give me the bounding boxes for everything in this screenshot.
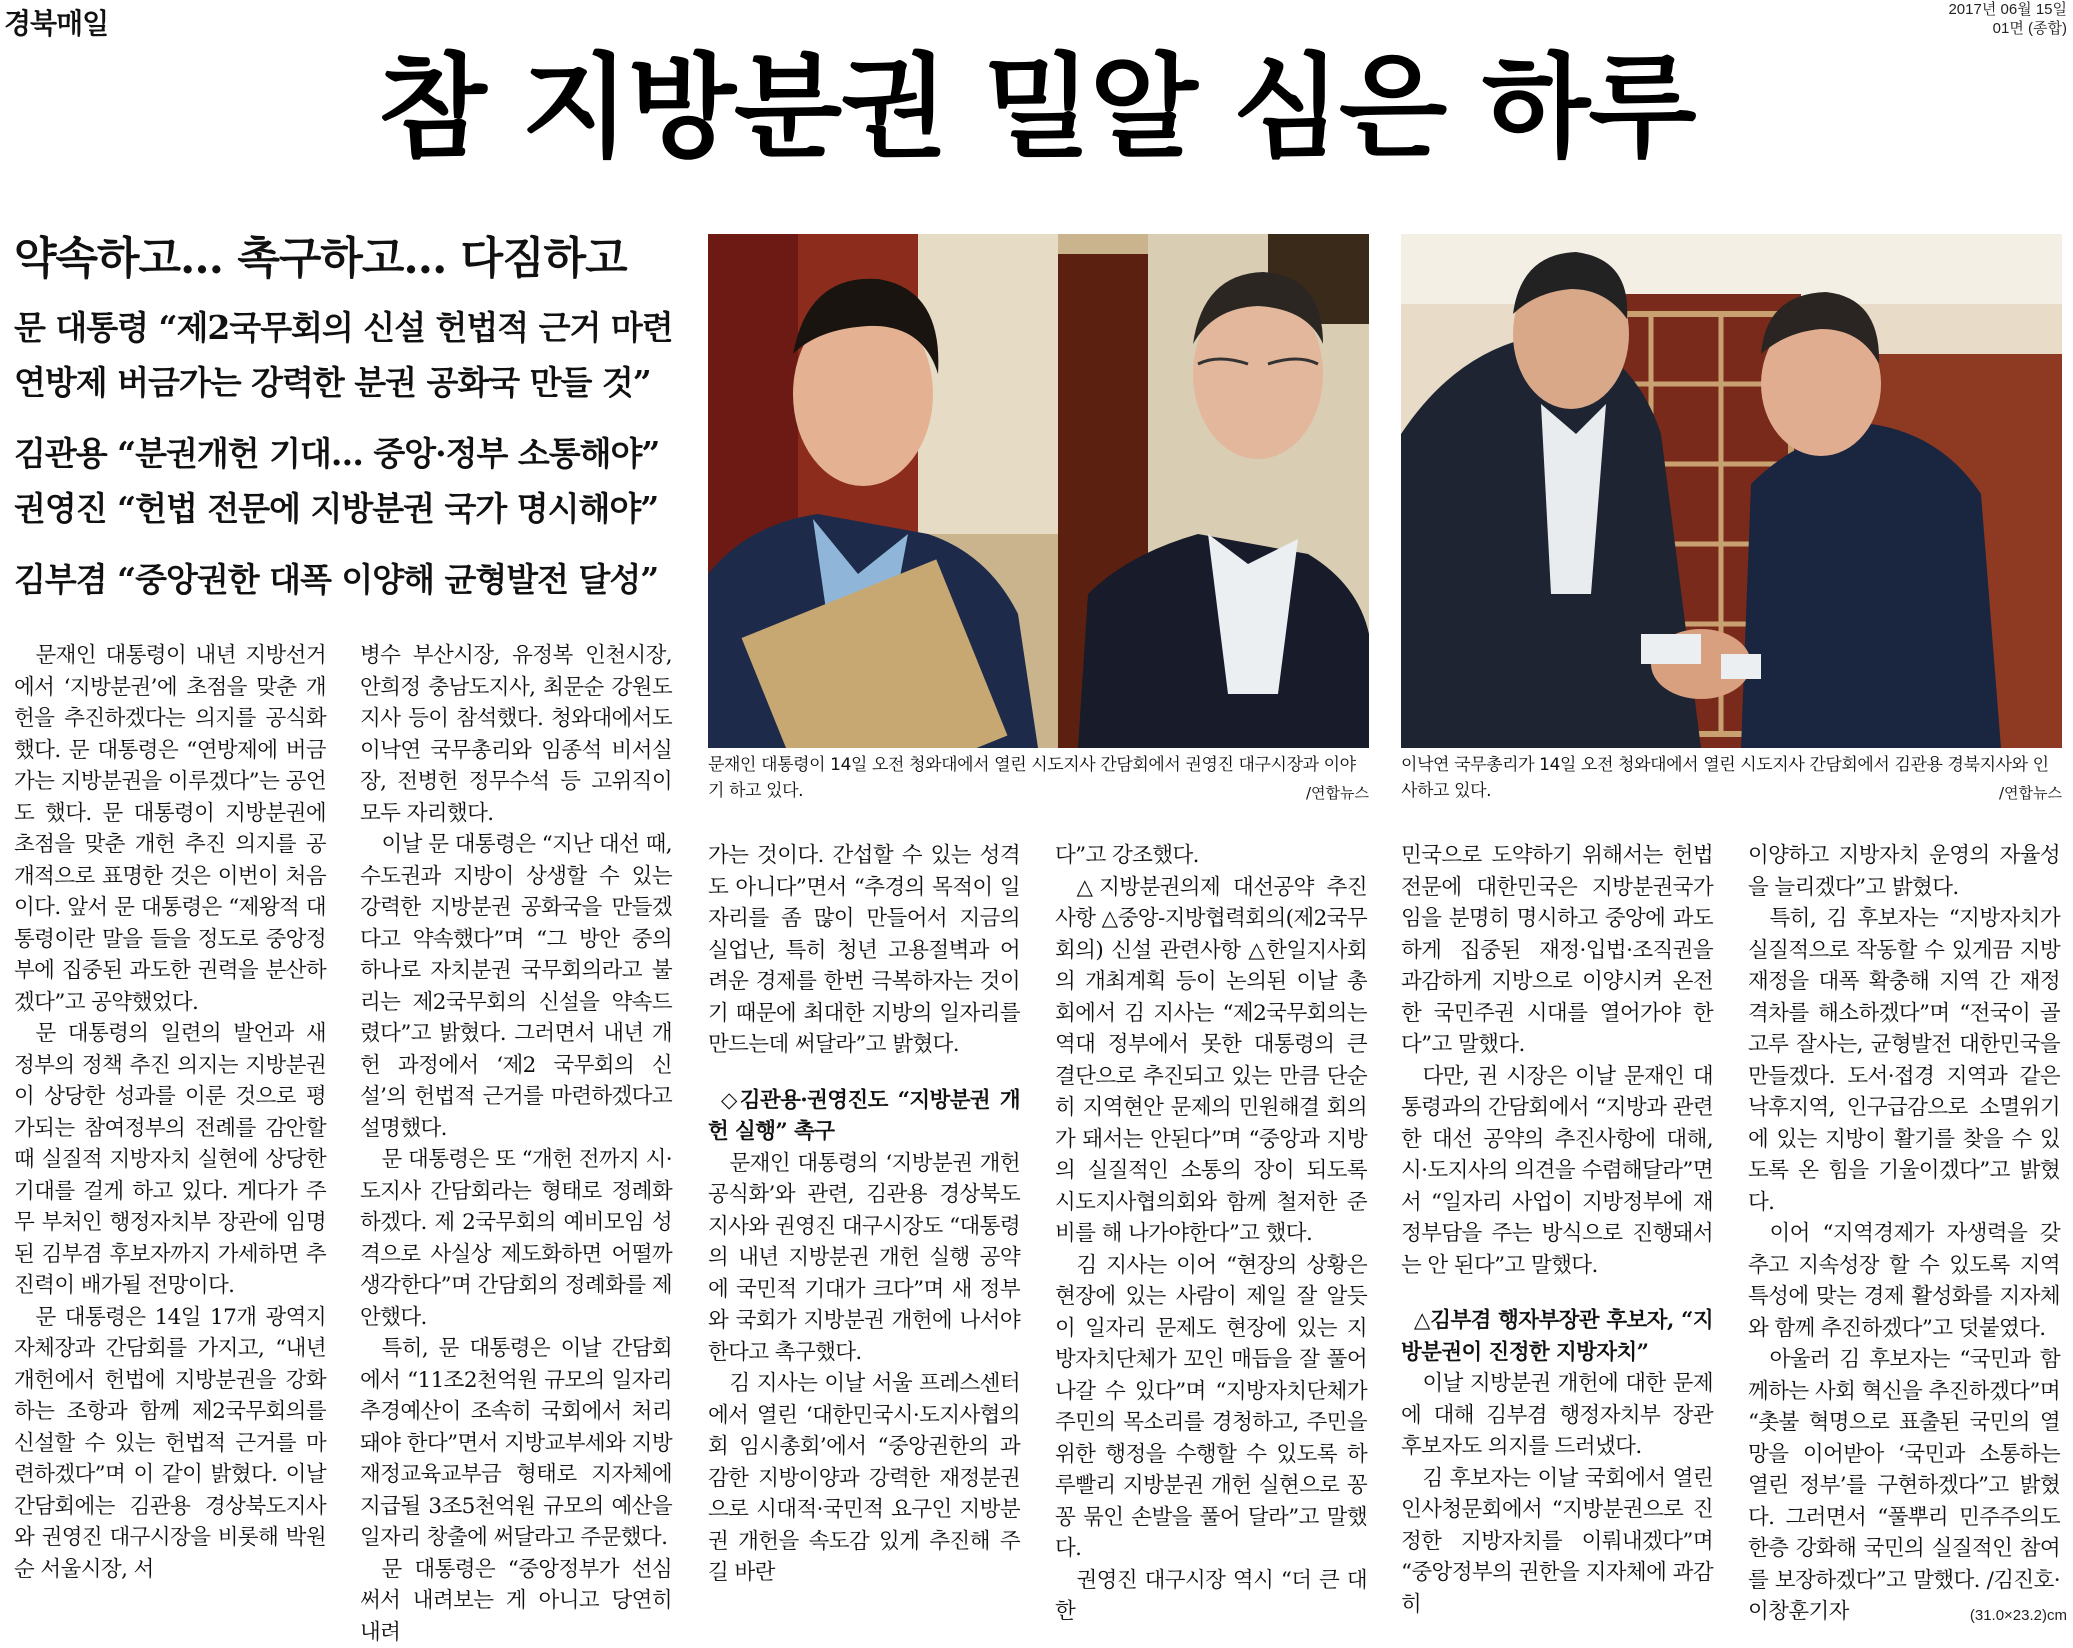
sub-head-line: 연방제 버금가는 강력한 분권 공화국 만들 것” xyxy=(14,355,684,410)
paragraph: 김 후보자는 이날 국회에서 열린 인사청문회에서 “지방분권으로 진정한 지방자치를 이뤄내겠다”며 “중앙정부의 권한을 지자체에 과감히 xyxy=(1401,1463,1713,1621)
paragraph: 아울러 김 후보자는 “국민과 함께하는 사회 혁신을 추진하겠다”며 “촛불 혁명으로 표출된 국민의 열망을 이어받아 ‘국민과 소통하는 열린 정부’를 구현하겠다”고 밝혔다. 그러면서 “풀뿌리 민주주의도 한층 강화해 국민의 실질적인 참여를 보장하겠다”고 말했다. /김진호·이창훈기자 xyxy=(1748,1344,2060,1628)
section-heading: ◇김관용·권영진도 “지방분권 개헌 실행” 촉구 xyxy=(708,1085,1020,1148)
paragraph: 이양하고 지방자치 운영의 자율성을 늘리겠다”고 밝혔다. xyxy=(1748,840,2060,903)
issue-date: 2017년 06월 15일 xyxy=(1948,0,2067,19)
article-column-2 xyxy=(360,640,672,1648)
paragraph: 이어 “지역경제가 자생력을 갖추고 지속성장 할 수 있도록 지역 특성에 맞는 경제 활성화를 지자체와 함께 추진하겠다”고 덧붙였다. xyxy=(1748,1218,2060,1344)
paragraph: 문 대통령은 “중앙정부가 선심 써서 내려보는 게 아니고 당연히 내려 xyxy=(360,1554,672,1648)
paragraph: 문 대통령은 14일 17개 광역지자체장과 간담회를 가지고, “내년 개헌에서 헌법에 지방분권을 강화하는 조항과 함께 제2국무회의를 신설할 수 있는 헌법적 근거를 마련하겠다”며 이 같이 밝혔다. 이날 간담회에는 김관용 경상북도지사와 권영진 대구시장을 비롯해 박원순 서울시장, 서 xyxy=(14,1302,326,1586)
page-number: 01면 (종합) xyxy=(1948,19,2067,38)
sub-head-line: 김관용 “분권개헌 기대… 중앙·정부 소통해야” xyxy=(14,426,684,481)
article-column-4 xyxy=(1055,840,1367,1628)
article-column-6 xyxy=(1748,840,2060,1628)
paragraph: 병수 부산시장, 유정복 인천시장, 안희정 충남도지사, 최문순 강원도지사 등이 참석했다. 청와대에서도 이낙연 국무총리와 임종석 비서실장, 전병헌 정무수석 등 고위직이 모두 자리했다. xyxy=(360,640,672,829)
paragraph: 문재인 대통령의 ‘지방분권 개헌 공식화’와 관련, 김관용 경상북도지사와 권영진 대구시장도 “대통령의 내년 지방분권 개헌 실행 공약에 국민적 기대가 크다”며 새 정부와 국회가 지방분권 개헌에 나서야 한다고 촉구했다. xyxy=(708,1148,1020,1369)
paragraph: 김 지사는 이어 “현장의 상황은 현장에 있는 사람이 제일 잘 알듯이 일자리 문제도 현장에 있는 지방자치단체가 꼬인 매듭을 잘 풀어나갈 수 있다”며 “지방자치단체가 주민의 목소리를 경청하고, 주민을 위한 행정을 수행할 수 있도록 하루빨리 지방분권 개헌 실현으로 꽁꽁 묶인 손발을 풀어 달라”고 말했다. xyxy=(1055,1250,1367,1565)
article-size-note: (31.0×23.2)cm xyxy=(1970,1607,2067,1624)
section-heading: △김부겸 행자부장관 후보자, “지방분권이 진정한 지방자치” xyxy=(1401,1305,1713,1368)
sub-head-line: 김부겸 “중앙권한 대폭 이양해 균형발전 달성” xyxy=(14,552,684,607)
paragraph: 김 지사는 이날 서울 프레스센터에서 열린 ‘대한민국시·도지사협의회 임시총회’에서 “중앙권한의 과감한 지방이양과 강력한 재정분권으로 시대적·국민적 요구인 지방분권 개헌을 속도감 있게 추진해 주길 바란 xyxy=(708,1368,1020,1589)
main-headline: 참 지방분권 밀알 심은 하루 xyxy=(0,38,2073,178)
paragraph: 민국으로 도약하기 위해서는 헌법전문에 대한민국은 지방분권국가임을 분명히 명시하고 중앙에 과도하게 집중된 재정·입법·조직권을 과감하게 지방으로 이양시켜 온전한 국민주권 시대를 열어가야 한다”고 말했다. xyxy=(1401,840,1713,1061)
paragraph: 권영진 대구시장 역시 “더 큰 대한 xyxy=(1055,1565,1367,1628)
sub-headline: 약속하고… 촉구하고… 다짐하고 xyxy=(14,222,627,286)
article-column-5 xyxy=(1401,840,1713,1620)
paragraph: 특히, 김 후보자는 “지방자치가 실질적으로 작동할 수 있게끔 지방재정을 대폭 확충해 지역 간 재정 격차를 해소하겠다”며 “전국이 골고루 잘사는, 균형발전 대한민국을 만들겠다. 도서·접경 지역과 같은 낙후지역, 인구급감으로 소멸위기에 있는 지방이 활기를 찾을 수 있도록 온 힘을 기울이겠다”고 밝혔다. xyxy=(1748,903,2060,1218)
paragraph: 문 대통령의 일련의 발언과 새 정부의 정책 추진 의지는 지방분권이 상당한 성과를 이룬 것으로 평가되는 참여정부의 전례를 감안할 때 실질적 지방자치 실현에 상당한 기대를 걸게 하고 있다. 게다가 주무 부처인 행정자치부 장관에 임명된 김부겸 후보자까지 가세하면 추진력이 배가될 전망이다. xyxy=(14,1018,326,1302)
sub-heads xyxy=(14,300,684,607)
article-column-3 xyxy=(708,840,1020,1589)
photo-caption: 이낙연 국무총리가 14일 오전 청와대에서 열린 시도지사 간담회에서 김관용 경북지사와 인사하고 있다. xyxy=(1401,752,2062,804)
photo-credit: /연합뉴스 xyxy=(1401,782,2062,803)
paragraph: 이날 지방분권 개헌에 대한 문제에 대해 김부겸 행정자치부 장관 후보자도 의지를 드러냈다. xyxy=(1401,1368,1713,1463)
photo-illustration xyxy=(708,234,1369,748)
paragraph: △지방분권의제 대선공약 추진사항 △중앙-지방협력회의(제2국무회의) 신설 관련사항 △한일지사회의 개최계획 등이 논의된 이날 총회에서 김 지사는 “제2국무회의는 역대 정부에서 못한 대통령의 큰 결단으로 추진되고 있는 만큼 단순히 지역현안 문제의 민원해결 회의가 돼서는 안된다”며 “중앙과 지방의 실질적인 소통의 장이 되도록 시도지사협의회와 함께 철저한 준비를 해 나가야한다”고 했다. xyxy=(1055,872,1367,1250)
issue-meta xyxy=(1948,0,2067,38)
photo-lee-kim xyxy=(1401,234,2062,748)
paragraph: 다”고 강조했다. xyxy=(1055,840,1367,872)
photo-illustration xyxy=(1401,234,2062,748)
photo-caption: 문재인 대통령이 14일 오전 청와대에서 열린 시도지사 간담회에서 권영진 대구시장과 이야기 하고 있다. xyxy=(708,752,1369,804)
paragraph: 다만, 권 시장은 이날 문재인 대통령과의 간담회에서 “지방과 관련한 대선 공약의 추진사항에 대해, 시·도지사의 의견을 수렴해달라”면서 “일자리 사업이 지방정부에 재정부담을 주는 방식으로 진행돼서는 안 된다”고 말했다. xyxy=(1401,1061,1713,1282)
sub-head-line: 문 대통령 “제2국무회의 신설 헌법적 근거 마련 xyxy=(14,300,684,355)
photo-credit: /연합뉴스 xyxy=(708,782,1369,803)
masthead-logo: 경북매일 xyxy=(4,2,108,42)
paragraph: 문 대통령은 또 “개헌 전까지 시·도지사 간담회라는 형태로 정례화하겠다. 제 2국무회의 예비모임 성격으로 사실상 제도화하면 어떨까 생각한다”며 간담회의 정례화를 제안했다. xyxy=(360,1144,672,1333)
photo-moon-kwon xyxy=(708,234,1369,748)
article-column-1 xyxy=(14,640,326,1585)
sub-head-line: 권영진 “헌법 전문에 지방분권 국가 명시해야” xyxy=(14,481,684,536)
paragraph: 특히, 문 대통령은 이날 간담회에서 “11조2천억원 규모의 일자리 추경예산이 조속히 국회에서 처리돼야 한다”면서 지방교부세와 지방재정교육교부금 형태로 지자체에 지급될 3조5천억원 규모의 예산을 일자리 창출에 써달라고 주문했다. xyxy=(360,1333,672,1554)
paragraph: 이날 문 대통령은 “지난 대선 때, 수도권과 지방이 상생할 수 있는 강력한 지방분권 공화국을 만들겠다고 약속했다”며 “그 방안 중의 하나로 자치분권 국무회의라고 불리는 제2국무회의 신설을 약속드렸다”고 밝혔다. 그러면서 내년 개헌 과정에서 ‘제2 국무회의 신설’의 헌법적 근거를 마련하겠다고 설명했다. xyxy=(360,829,672,1144)
paragraph: 문재인 대통령이 내년 지방선거에서 ‘지방분권’에 초점을 맞춘 개헌을 추진하겠다는 의지를 공식화했다. 문 대통령은 “연방제에 버금가는 지방분권을 이루겠다”는 공언도 했다. 문 대통령이 지방분권에 초점을 맞춘 개헌 추진 의지를 공개적으로 표명한 것은 이번이 처음이다. 앞서 문 대통령은 “제왕적 대통령이란 말을 들을 정도로 중앙정부에 집중된 과도한 권력을 분산하겠다”고 공약했었다. xyxy=(14,640,326,1018)
paragraph: 가는 것이다. 간섭할 수 있는 성격도 아니다”면서 “추경의 목적이 일자리를 좀 많이 만들어서 지금의 실업난, 특히 청년 고용절벽과 어려운 경제를 한번 극복하자는 것이기 때문에 최대한 지방의 일자리를 만드는데 써달라”고 밝혔다. xyxy=(708,840,1020,1061)
